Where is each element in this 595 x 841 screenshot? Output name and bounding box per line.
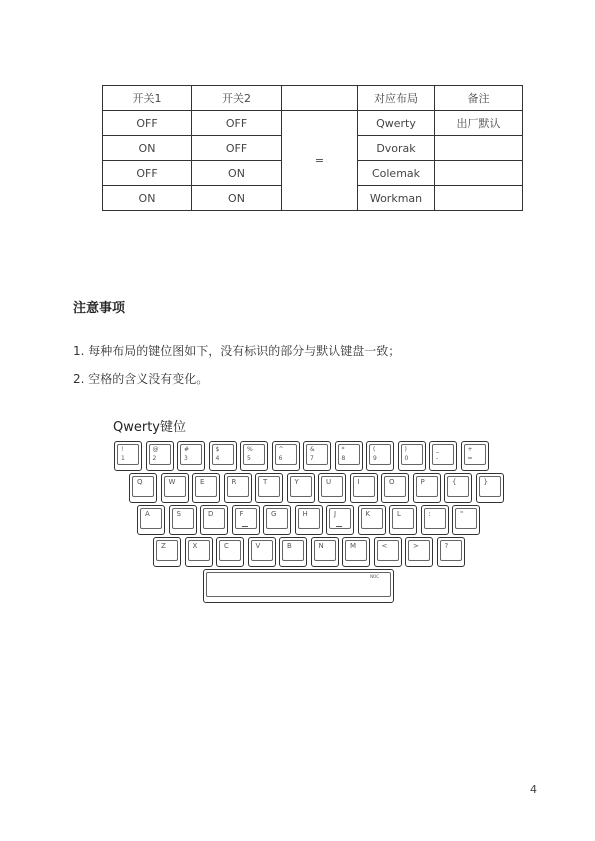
key-number-2 xyxy=(146,441,174,471)
key-shift-legend: ^ xyxy=(278,446,284,453)
home-bump-mark xyxy=(336,526,342,527)
key-shift-legend: _ xyxy=(436,446,439,453)
key-1-row3 xyxy=(169,505,197,535)
key-6-row3 xyxy=(326,505,354,535)
key-4-row4 xyxy=(279,537,307,567)
key-cap-top xyxy=(156,540,178,561)
key-number-= xyxy=(461,441,489,471)
key-legend: A xyxy=(145,510,150,518)
notes-title: 注意事项 xyxy=(73,301,126,316)
key-cap-top xyxy=(206,572,391,597)
key-legend: J xyxy=(334,510,337,518)
key-base-legend: 8 xyxy=(341,455,346,462)
key-cap-top xyxy=(321,476,343,497)
key-shift-legend: ) xyxy=(404,446,407,453)
key-1-row2 xyxy=(161,473,189,503)
key-legend: F xyxy=(239,510,244,518)
key-legend: < xyxy=(381,542,388,550)
key-legend: U xyxy=(326,478,332,486)
key-shift-legend: * xyxy=(341,446,345,453)
key-cap-top xyxy=(455,508,477,529)
header-note: 备注 xyxy=(435,86,523,111)
key-legend: Q xyxy=(137,478,143,486)
key-cap-top xyxy=(172,508,194,529)
key-cap-top xyxy=(392,508,414,529)
key-number-8 xyxy=(335,441,363,471)
key-base-legend: 3 xyxy=(184,455,188,462)
key-4-row2 xyxy=(255,473,283,503)
key-cap-top xyxy=(251,540,273,561)
key-legend: P xyxy=(420,478,425,486)
key-0-row4 xyxy=(153,537,181,567)
key-base-legend: 7 xyxy=(310,455,314,462)
note-item-2: 2. 空格的含义没有变化。 xyxy=(73,372,209,386)
key-cap-top xyxy=(440,540,462,561)
key-legend: V xyxy=(255,542,261,550)
key-cap-top xyxy=(203,508,225,529)
key-legend: M xyxy=(350,542,357,550)
key-legend: R xyxy=(231,478,237,486)
key-6-row2 xyxy=(318,473,346,503)
key-7-row3 xyxy=(358,505,386,535)
key-8-row3 xyxy=(389,505,417,535)
note-item-1: 1. 每种布局的键位图如下，没有标识的部分与默认键盘一致； xyxy=(73,344,401,358)
key-legend: B xyxy=(287,542,292,550)
key-legend: N xyxy=(318,542,324,550)
key-cap-top xyxy=(416,476,438,497)
key-8-row4 xyxy=(405,537,433,567)
key-3-row4 xyxy=(248,537,276,567)
cell-layout: Colemak xyxy=(358,161,435,186)
key-cap-top xyxy=(195,476,217,497)
key-5-row4 xyxy=(311,537,339,567)
cell-note xyxy=(435,136,523,161)
equals-cell: = xyxy=(282,111,358,211)
cell-layout: Dvorak xyxy=(358,136,435,161)
cell-note: 出厂默认 xyxy=(435,111,523,136)
keyboard-title: Qwerty键位 xyxy=(113,420,186,435)
key-0-row3 xyxy=(137,505,165,535)
key-legend: Z xyxy=(161,542,166,550)
key-legend: S xyxy=(176,510,181,518)
key-shift-legend: ! xyxy=(121,446,124,453)
key-legend: O xyxy=(389,478,395,486)
layout-table xyxy=(102,85,523,211)
cell-switch2: OFF xyxy=(192,111,282,136)
key-legend: : xyxy=(428,510,431,518)
key-cap-top xyxy=(353,476,375,497)
key-legend: T xyxy=(263,478,268,486)
key-legend: " xyxy=(460,510,464,518)
key-cap-top xyxy=(408,540,430,561)
key-cap-top xyxy=(361,508,383,529)
key-cap-top xyxy=(188,540,210,561)
key-cap-top xyxy=(132,476,154,497)
key-number-4 xyxy=(209,441,237,471)
key-legend: ? xyxy=(444,542,449,550)
key-11-row2 xyxy=(476,473,504,503)
key-9-row4 xyxy=(437,537,465,567)
key-cap-top xyxy=(282,540,304,561)
key-7-row4 xyxy=(374,537,402,567)
key-legend: L xyxy=(397,510,401,518)
cell-layout: Workman xyxy=(358,186,435,211)
key-cap-top xyxy=(314,540,336,561)
cell-switch1: OFF xyxy=(103,111,192,136)
key-cap-top xyxy=(479,476,501,497)
key-legend: I xyxy=(357,478,360,486)
key-10-row2 xyxy=(444,473,472,503)
key-4-row3 xyxy=(263,505,291,535)
key-legend: C xyxy=(224,542,229,550)
key-shift-legend: ( xyxy=(373,446,376,453)
table-row xyxy=(103,111,523,136)
key-2-row3 xyxy=(200,505,228,535)
key-base-legend: 0 xyxy=(404,455,409,462)
key-cap-top xyxy=(219,540,241,561)
key-base-legend: 9 xyxy=(373,455,377,462)
key-legend: G xyxy=(271,510,277,518)
key-legend: E xyxy=(200,478,205,486)
key-legend: W xyxy=(168,478,176,486)
key-cap-top xyxy=(258,476,280,497)
key-5-row3 xyxy=(295,505,323,535)
key-number-7 xyxy=(303,441,331,471)
key-base-legend: 1 xyxy=(121,455,125,462)
key-shift-legend: % xyxy=(247,446,253,453)
key-3-row3 xyxy=(232,505,260,535)
key-cap-top xyxy=(140,508,162,529)
key-cap-top xyxy=(298,508,320,529)
spacebar-legend: NOC xyxy=(370,574,379,579)
table-header-row xyxy=(103,86,523,111)
spacebar-key xyxy=(203,569,394,603)
key-cap-top xyxy=(384,476,406,497)
key-base-legend: 6 xyxy=(278,455,283,462)
key-number-9 xyxy=(366,441,394,471)
key-cap-top xyxy=(424,508,446,529)
key-number-- xyxy=(429,441,457,471)
cell-switch2: ON xyxy=(192,161,282,186)
key-shift-legend: $ xyxy=(215,446,220,453)
key-shift-legend: @ xyxy=(152,446,159,453)
header-blank xyxy=(282,86,358,111)
key-legend: H xyxy=(302,510,308,518)
key-legend: } xyxy=(483,478,488,486)
cell-switch1: ON xyxy=(103,186,192,211)
key-8-row2 xyxy=(381,473,409,503)
cell-switch2: ON xyxy=(192,186,282,211)
key-number-0 xyxy=(398,441,426,471)
cell-note xyxy=(435,186,523,211)
key-10-row3 xyxy=(452,505,480,535)
key-shift-legend: & xyxy=(310,446,315,453)
cell-switch1: ON xyxy=(103,136,192,161)
key-number-5 xyxy=(240,441,268,471)
key-9-row2 xyxy=(413,473,441,503)
key-shift-legend: + xyxy=(467,446,473,453)
cell-switch1: OFF xyxy=(103,161,192,186)
cell-layout: Qwerty xyxy=(358,111,435,136)
key-7-row2 xyxy=(350,473,378,503)
key-base-legend: - xyxy=(436,455,439,462)
key-1-row4 xyxy=(185,537,213,567)
key-2-row4 xyxy=(216,537,244,567)
key-base-legend: 2 xyxy=(152,455,157,462)
home-bump-mark xyxy=(242,526,248,527)
page-number: 4 xyxy=(530,783,537,796)
key-5-row2 xyxy=(287,473,315,503)
cell-switch2: OFF xyxy=(192,136,282,161)
key-base-legend: 4 xyxy=(215,455,220,462)
key-base-legend: = xyxy=(467,455,473,462)
key-2-row2 xyxy=(192,473,220,503)
key-legend: D xyxy=(208,510,214,518)
key-legend: X xyxy=(192,542,198,550)
key-cap-top xyxy=(266,508,288,529)
key-9-row3 xyxy=(421,505,449,535)
header-switch1: 开关1 xyxy=(103,86,192,111)
key-number-3 xyxy=(177,441,205,471)
key-number-1 xyxy=(114,441,142,471)
key-legend: Y xyxy=(294,478,299,486)
key-cap-top xyxy=(290,476,312,497)
key-legend: { xyxy=(452,478,457,486)
key-3-row2 xyxy=(224,473,252,503)
key-legend: > xyxy=(413,542,419,550)
header-layout: 对应布局 xyxy=(358,86,435,111)
key-cap-top xyxy=(227,476,249,497)
key-number-6 xyxy=(272,441,300,471)
key-0-row2 xyxy=(129,473,157,503)
header-switch2: 开关2 xyxy=(192,86,282,111)
key-legend: K xyxy=(365,510,371,518)
key-cap-top xyxy=(447,476,469,497)
key-cap-top xyxy=(377,540,399,561)
key-base-legend: 5 xyxy=(247,455,251,462)
cell-note xyxy=(435,161,523,186)
key-shift-legend: # xyxy=(184,446,190,453)
key-6-row4 xyxy=(342,537,370,567)
